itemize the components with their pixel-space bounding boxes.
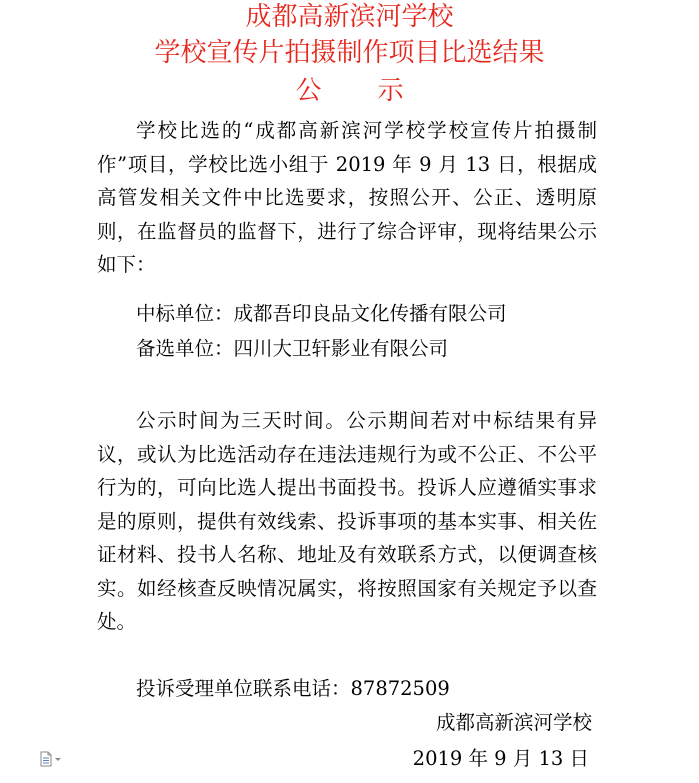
title-project: 学校宣传片拍摄制作项目比选结果 <box>154 38 545 68</box>
notice-paragraph: 公示时间为三天时间。公示期间若对中标结果有异议，或认为比选活动存在违法违规行为或不公正、不公平行为的，可向比选人提出书面投书。投诉人应遵循实事求是的原则，提供有效线索、投诉事项的基本实事、相关佐证材料、投书人名称、地址及有效联系方式，以便调查核实。如经核查反映情况属实，将按照国家有关规定予以查处。 <box>97 409 597 633</box>
winner-line: 中标单位：成都吾印良品文化传播有限公司 <box>136 302 507 325</box>
phone-line: 投诉受理单位联系电话：87872509 <box>136 677 450 700</box>
document-icon[interactable] <box>40 751 62 767</box>
title-announcement: 公示 <box>295 76 460 106</box>
signature-school: 成都高新滨河学校 <box>435 711 592 734</box>
intro-paragraph: 学校比选的“成都高新滨河学校学校宣传片拍摄制作”项目，学校比选小组于 2019 年 9 月 13 日，根据成高管发相关文件中比选要求，按照公开、公正、透明原则，在监督员的监督下，进行了综合评审，现将结果公示如下： <box>97 119 597 276</box>
signature-date: 2019 年 9 月 13 日 <box>412 747 589 770</box>
backup-line: 备选单位：四川大卫轩影业有限公司 <box>136 337 449 360</box>
title-school: 成都高新滨河学校 <box>245 2 454 32</box>
